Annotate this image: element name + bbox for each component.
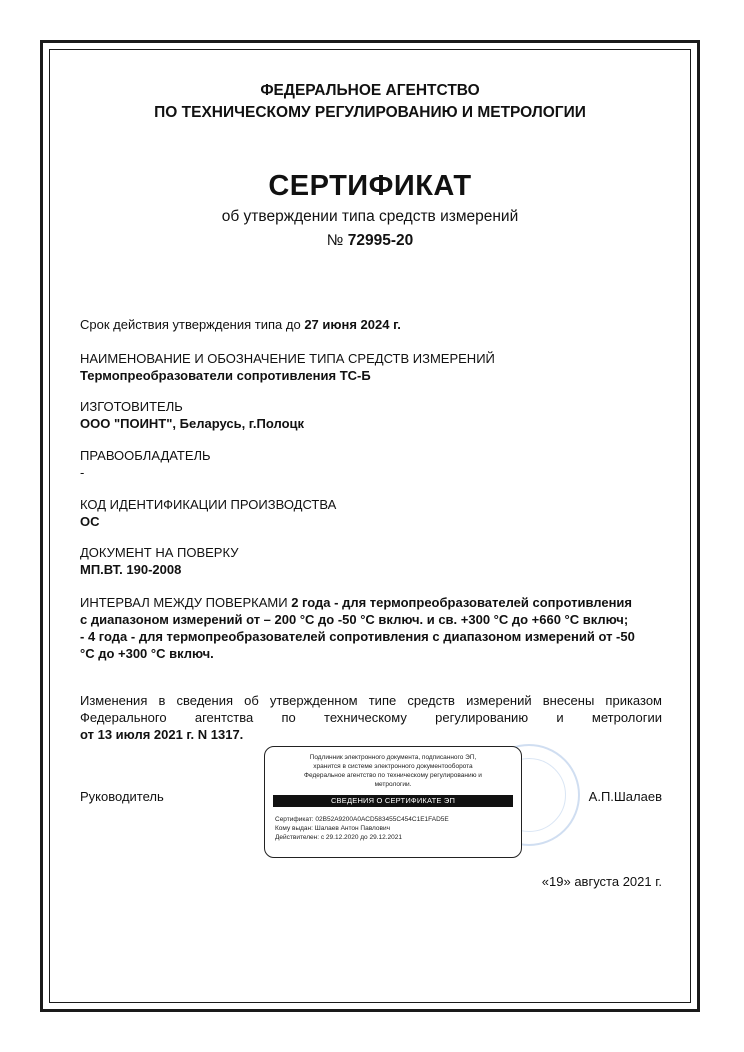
stamp-header: Подлинник электронного документа, подписанного ЭП, хранится в системе электронного документооборота Федеральное агентство по техническому регулированию и метрологии.	[304, 754, 482, 788]
interval-heading: ИНТЕРВАЛ МЕЖДУ ПОВЕРКАМИ	[80, 595, 288, 610]
stamp-title-bar: СВЕДЕНИЯ О СЕРТИФИКАТЕ ЭП	[273, 795, 513, 807]
section-rightholder-value: -	[80, 465, 85, 480]
stamp-details	[275, 815, 515, 842]
number-value: 72995-20	[347, 232, 414, 249]
changes-line3: от 13 июля 2021 г. N 1317.	[80, 727, 244, 742]
section-production-code-value: ОС	[80, 514, 100, 529]
stamp-certificate-id: Сертификат: 02B52A9200A0ACD583455C454C1E1FAD5E	[275, 816, 449, 823]
section-rightholder-heading: ПРАВООБЛАДАТЕЛЬ	[80, 448, 211, 463]
signatory-role: Руководитель	[80, 789, 164, 804]
interval-line1	[80, 594, 662, 611]
stamp-validity: Действителен: с 29.12.2020 до 29.12.2021	[275, 834, 403, 841]
signature-date: «19» августа 2021 г.	[541, 874, 662, 889]
e-signature-stamp	[264, 746, 522, 858]
stamp-issued-to: Кому выдан: Шалаев Антон Павлович	[275, 825, 390, 832]
interval-line2: с диапазоном измерений от – 200 °С до -50 °С включ. и св. +300 °С до +660 °С включ;	[80, 612, 629, 627]
validity-line	[80, 316, 662, 333]
section-manufacturer-heading: ИЗГОТОВИТЕЛЬ	[80, 399, 183, 414]
section-production-code-heading: КОД ИДЕНТИФИКАЦИИ ПРОИЗВОДСТВА	[80, 497, 337, 512]
section-verification-doc-heading: ДОКУМЕНТ НА ПОВЕРКУ	[80, 545, 239, 560]
interval-line1-text: 2 года - для термопреобразователей сопротивления	[291, 595, 633, 610]
signatory-name: А.П.Шалаев	[588, 789, 662, 804]
agency-name-line2: ПО ТЕХНИЧЕСКОМУ РЕГУЛИРОВАНИЮ И МЕТРОЛОГИИ	[154, 104, 586, 121]
section-verification-doc-value: МП.ВТ. 190-2008	[80, 562, 182, 577]
changes-line2: Федерального агентства по техническому регулированию и метрологии	[80, 710, 662, 725]
agency-name-line1: ФЕДЕРАЛЬНОЕ АГЕНТСТВО	[260, 82, 480, 99]
changes-line1: Изменения в сведения об утвержденном типе средств измерений внесены приказом	[80, 693, 662, 708]
section-type-heading: НАИМЕНОВАНИЕ И ОБОЗНАЧЕНИЕ ТИПА СРЕДСТВ ИЗМЕРЕНИЙ	[80, 351, 495, 366]
section-type-value: Термопреобразователи сопротивления ТС-Б	[80, 368, 371, 383]
document-title: СЕРТИФИКАТ	[268, 170, 472, 202]
validity-label: Срок действия утверждения типа до	[80, 317, 301, 332]
interval-line3: - 4 года - для термопреобразователей сопротивления с диапазоном измерений от -50	[80, 629, 635, 644]
document-subtitle: об утверждении типа средств измерений	[221, 208, 519, 225]
number-prefix: №	[326, 232, 344, 249]
validity-date: 27 июня 2024 г.	[304, 317, 401, 332]
interval-line4: °С до +300 °С включ.	[80, 646, 214, 661]
section-manufacturer-value: ООО "ПОИНТ", Беларусь, г.Полоцк	[80, 416, 305, 431]
certificate-number	[80, 232, 660, 250]
